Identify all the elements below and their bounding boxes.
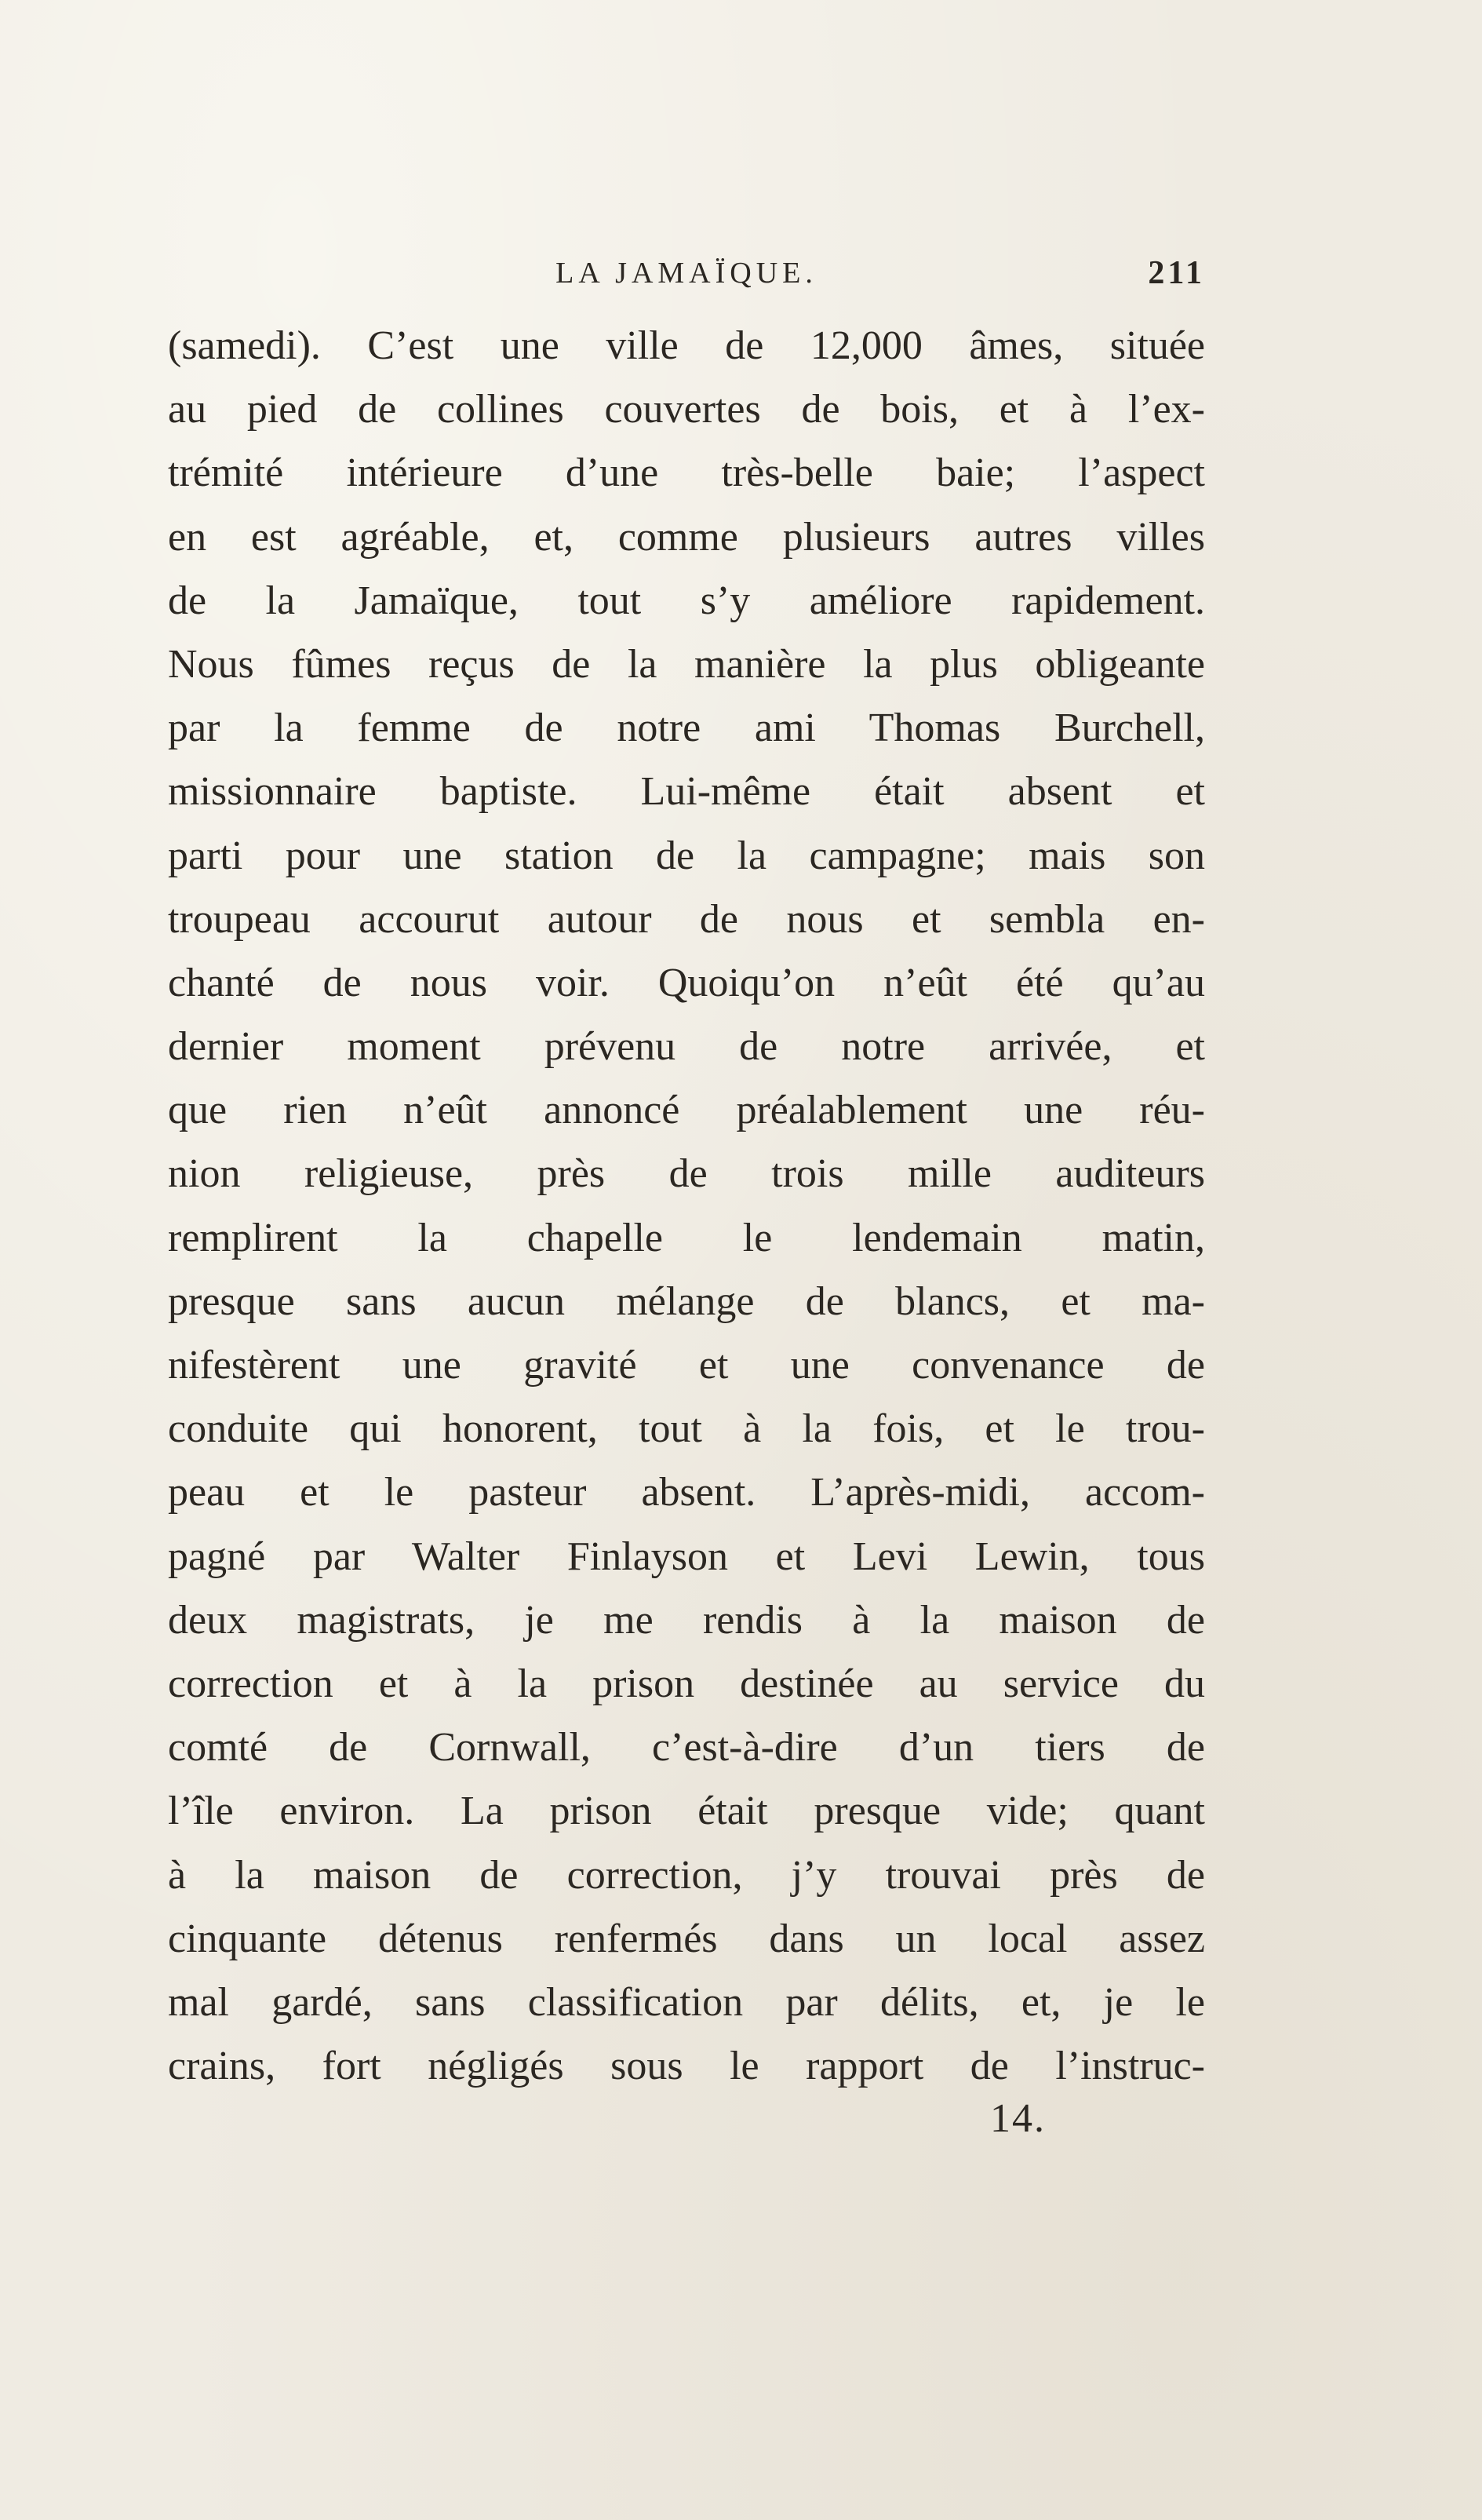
- body-text: [168, 314, 1205, 2098]
- text-line: à la maison de correction, j’y trouvai près de: [168, 1852, 1205, 1898]
- text-line: au pied de collines couvertes de bois, et à l’ex-: [168, 387, 1205, 432]
- text-line: troupeau accourut autour de nous et sembla en-: [168, 896, 1205, 942]
- text-line: comté de Cornwall, c’est-à-dire d’un tiers de: [168, 1725, 1205, 1771]
- running-title: LA JAMAÏQUE.: [555, 257, 817, 290]
- text-line: l’île environ. La prison était presque vide; quant: [168, 1789, 1205, 1834]
- page-number: 211: [1148, 255, 1205, 291]
- text-line: nifestèrent une gravité et une convenance de: [168, 1343, 1205, 1388]
- signature-mark: 14.: [990, 2096, 1046, 2141]
- text-line: missionnaire baptiste. Lui-même était absent et: [168, 769, 1205, 815]
- text-line: nion religieuse, près de trois mille auditeurs: [168, 1151, 1205, 1197]
- text-line: mal gardé, sans classification par délits, et, je le: [168, 1979, 1205, 2025]
- text-line: chanté de nous voir. Quoiqu’on n’eût été qu’au: [168, 960, 1205, 1005]
- text-line: en est agréable, et, comme plusieurs autres villes: [168, 514, 1205, 560]
- text-line: deux magistrats, je me rendis à la maison de: [168, 1597, 1205, 1643]
- text-line: pagné par Walter Finlayson et Levi Lewin, tous: [168, 1534, 1205, 1579]
- running-head: [168, 250, 1205, 297]
- text-line: (samedi). C’est une ville de 12,000 âmes, située: [168, 323, 1205, 368]
- text-line: crains, fort négligés sous le rapport de l’instruc-: [168, 2044, 1205, 2089]
- text-line: Nous fûmes reçus de la manière la plus obligeante: [168, 641, 1205, 687]
- text-line: que rien n’eût annoncé préalablement une réu-: [168, 1088, 1205, 1133]
- text-line: remplirent la chapelle le lendemain matin,: [168, 1215, 1205, 1260]
- text-line: peau et le pasteur absent. L’après-midi, accom-: [168, 1470, 1205, 1515]
- text-line: de la Jamaïque, tout s’y améliore rapidement.: [168, 578, 1205, 623]
- text-line: presque sans aucun mélange de blancs, et ma-: [168, 1278, 1205, 1324]
- text-line: correction et à la prison destinée au service du: [168, 1661, 1205, 1706]
- text-line: cinquante détenus renfermés dans un local assez: [168, 1916, 1205, 1961]
- text-line: trémité intérieure d’une très-belle baie; l’aspect: [168, 450, 1205, 496]
- text-line: conduite qui honorent, tout à la fois, et le trou-: [168, 1406, 1205, 1452]
- text-line: dernier moment prévenu de notre arrivée, et: [168, 1024, 1205, 1070]
- text-line: parti pour une station de la campagne; mais son: [168, 833, 1205, 878]
- text-line: par la femme de notre ami Thomas Burchell,: [168, 706, 1205, 751]
